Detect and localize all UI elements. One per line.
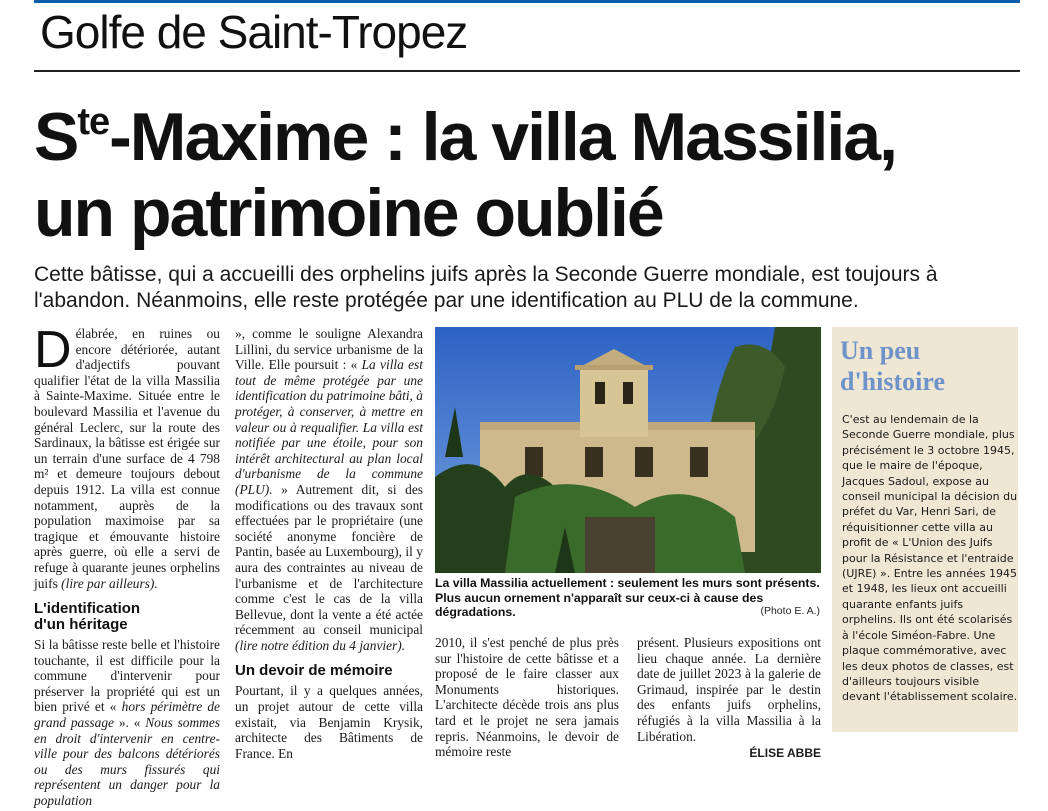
- top-accent-line: [34, 0, 1020, 3]
- article-column-3: [435, 635, 619, 762]
- subheading-line: L'identification: [34, 600, 141, 618]
- section-rubric: Golfe de Saint-Tropez: [40, 6, 468, 58]
- article-paragraph-intro: [34, 321, 220, 591]
- subheading-identification: [34, 601, 220, 633]
- standfirst: Cette bâtisse, qui a accueilli des orphelins juifs après la Seconde Guerre mondiale, est toujours à l'abandon. Néanmoins, elle reste protégée par une identification au PLU de la commune.: [34, 263, 938, 312]
- article-paragraph-2: [34, 637, 220, 809]
- article-column-4: [637, 635, 821, 764]
- intro-text: élabrée, en ruines ou encore détériorée, autant d'adjectifs pouvant qualifier l'état de la villa Massilia à Sainte-Maxime. Située entre le boulevard Massilia et l'avenue du général Leclerc, sur la route des Sardinaux, la bâtisse est érigée sur un terrain d'une surface de 4 798 m² et demeure toujours debout depuis 1912. La villa est connue notamment, auprès de la population maximoise par sa tragique et émouvante histoire après guerre, où elle a servi de refuge à quarante jeunes orphelins juifs: [34, 326, 220, 591]
- headline-line2: un patrimoine oublié: [34, 175, 663, 251]
- text-run: », comme le souligne Alexandra Lillini, du service urbanisme de la Ville. Elle poursuit : «: [235, 326, 423, 373]
- text-run: Si la bâtisse reste belle et l'histoire touchante, il est difficile pour la commune d'intervenir pour préserver la propriété qui est un bien privé et «: [34, 637, 220, 715]
- quote-run: La villa est tout de même protégée par une identification du patrimoine bâti, à protéger, à conserver, à mettre en valeur ou à requalifier. La villa est notifiée par une étoile, pour son intérêt architectural au plan local d'urbanisme de la commune (PLU).: [235, 357, 423, 497]
- article-column-1: [34, 321, 220, 811]
- article-paragraph-2-cont: [235, 326, 423, 653]
- headline: [34, 84, 1024, 251]
- photo-credit: (Photo E. A.): [760, 605, 820, 617]
- history-box-title: [840, 335, 1016, 397]
- box-title-line: Un peu: [840, 336, 921, 365]
- text-run: ». «: [113, 715, 146, 731]
- intro-ref: (lire par ailleurs).: [61, 575, 158, 591]
- box-title-line: d'histoire: [840, 367, 945, 396]
- reference-run: (lire notre édition du 4 janvier).: [235, 637, 406, 653]
- subheading-line: d'un héritage: [34, 616, 128, 634]
- article-paragraph-3-mid: 2010, il s'est penché de plus près sur l'histoire de cette bâtisse et a proposé de le faire classer aux Monuments historiques. L'architecte décède trois ans plus tard et le projet ne sera jamais repris. Néanmoins, le devoir de mémoire reste: [435, 635, 619, 760]
- history-box-text: C'est au lendemain de la Seconde Guerre mondiale, plus précisément le 3 octobre 1945, que le maire de l'époque, Jacques Sadoul, expose au conseil municipal la décision du préfet du Var, Henri Sari, de réquisitionner cette villa au profit de « L'Union des Juifs pour la Résistance et l'entraide (UJRE) ». Entre les années 1945 et 1948, les lieux ont accueilli quarante enfants juifs orphelins. Ils ont été scolarisés à l'école Siméon-Fabre. Une plaque commémorative, avec les deux photos de classes, est d'ailleurs toujours visible devant l'établissement scolaire.: [842, 413, 1018, 704]
- rubric-divider: [34, 70, 1020, 72]
- villa-photo: [435, 327, 821, 573]
- quote-run: Nous sommes en droit d'intervenir en centre-ville pour des balcons détériorés ou des murs fissurés qui représentent un danger pour la population: [34, 715, 220, 809]
- author-signature: ÉLISE ABBE: [749, 746, 821, 761]
- article-column-2: [235, 326, 423, 763]
- drop-cap: D: [34, 321, 72, 379]
- subheading-devoir: Un devoir de mémoire: [235, 662, 393, 680]
- headline-prefix: S: [34, 99, 78, 175]
- villa-photo-image: [435, 327, 821, 573]
- article-paragraph-3-start: Pourtant, il y a quelques années, un projet autour de cette villa existait, via Benjamin Krysik, architecte des Bâtiments de France. En: [235, 683, 423, 761]
- text-run: » Autrement dit, si des modifications ou des travaux sont effectuées par le propriétaire (une société anonyme foncière de Pantin, basée au Luxembourg), il y aura des contraintes au niveau de l'urbanisme et de l'architecture comme c'est le cas de la villa Bellevue, dont la vente a été actée récemment au conseil municipal: [235, 481, 423, 638]
- headline-prefix-sup: te: [77, 101, 110, 143]
- headline-line1: -Maxime : la villa Massilia,: [109, 99, 896, 175]
- article-paragraph-3-end: présent. Plusieurs expositions ont lieu chaque année. La dernière date de juillet 2023 à la galerie de Grimaud, inspirée par le destin des enfants juifs orphelins, réfugiés à la villa Massilia à la Libération.: [637, 635, 821, 744]
- photo-caption: La villa Massilia actuellement : seulement les murs sont présents. Plus aucun ornement n'apparaît sur ceux-ci à cause des dégradations.: [435, 576, 820, 619]
- quote-run: hors périmètre de grand passage: [34, 699, 220, 731]
